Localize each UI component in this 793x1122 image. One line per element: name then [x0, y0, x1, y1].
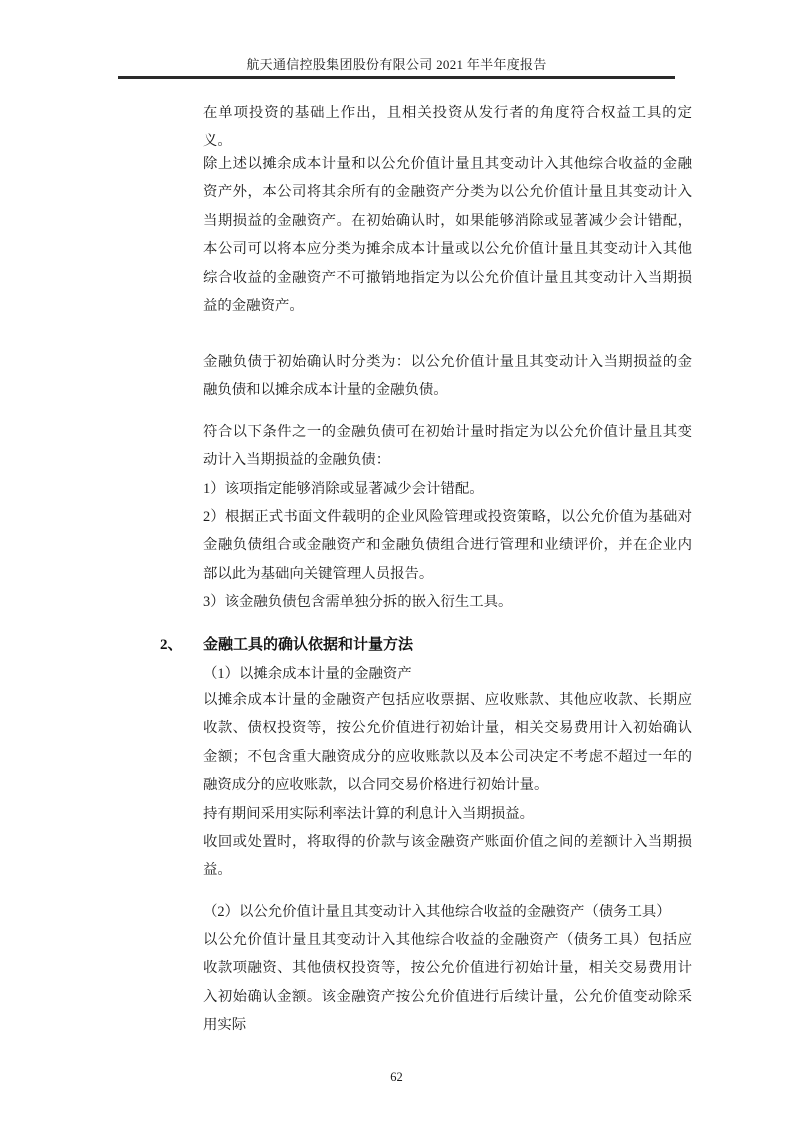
- condition-item-2: 2）根据正式书面文件载明的企业风险管理或投资策略，以公允价值为基础对金融负债组合或金融资产和金融负债组合进行管理和业绩评价，并在企业内部以此为基础向关键管理人员报告。: [203, 509, 692, 582]
- page-header-title: 航天通信控股集团股份有限公司 2021 年半年度报告: [246, 57, 547, 72]
- subsection-2-heading: （2）以公允价值计量且其变动计入其他综合收益的金融资产（债务工具）: [203, 904, 671, 920]
- section-heading-number: 2、: [160, 637, 183, 653]
- condition-item-3: 3）该金融负债包含需单独分拆的嵌入衍生工具。: [203, 594, 513, 610]
- paragraph-fvoci-debt-scope: 以公允价值计量且其变动计入其他综合收益的金融资产（债务工具）包括应收款项融资、其他债权投资等，按公允价值进行初始计量，相关交易费用计入初始确认金额。该金融资产按公允价值进行后续计量，公允价值变动除采用实际: [203, 932, 692, 1034]
- paragraph-interest-recognition: 持有期间采用实际利率法计算的利息计入当期损益。: [203, 806, 534, 822]
- paragraph-residual-fvtpl-classification: 除上述以摊余成本计量和以公允价值计量且其变动计入其他综合收益的金融资产外，本公司将其余所有的金融资产分类为以公允价值计量且其变动计入当期损益的金融资产。在初始确认时，如果能够消除或显著减少会计错配，本公司可以将本应分类为摊余成本计量或以公允价值计量且其变动计入其他综合收益的金融资产不可撤销地指定为以公允价值计量且其变动计入当期损益的金融资产。: [203, 156, 692, 315]
- paragraph-designation-conditions-intro: 符合以下条件之一的金融负债可在初始计量时指定为以公允价值计量且其变动计入当期损益的金融负债：: [203, 424, 692, 469]
- header-divider: [118, 76, 675, 79]
- subsection-1-heading: （1）以摊余成本计量的金融资产: [203, 666, 412, 682]
- page-number: 62: [390, 1070, 403, 1084]
- section-heading: [160, 631, 700, 659]
- paragraph-disposal-difference: 收回或处置时，将取得的价款与该金融资产账面价值之间的差额计入当期损益。: [203, 834, 692, 879]
- condition-item-1: 1）该项指定能够消除或显著减少会计错配。: [203, 481, 484, 497]
- paragraph-investment-basis: 在单项投资的基础上作出，且相关投资从发行者的角度符合权益工具的定义。: [203, 105, 692, 150]
- paragraph-liability-classification: 金融负债于初始确认时分类为：以公允价值计量且其变动计入当期损益的金融负债和以摊余成本计量的金融负债。: [203, 354, 692, 399]
- section-heading-title: 金融工具的确认依据和计量方法: [203, 637, 414, 653]
- paragraph-amortized-cost-scope: 以摊余成本计量的金融资产包括应收票据、应收账款、其他应收款、长期应收款、债权投资等，按公允价值进行初始计量，相关交易费用计入初始确认金额；不包含重大融资成分的应收账款以及本公司决定不考虑不超过一年的融资成分的应收账款，以合同交易价格进行初始计量。: [203, 692, 692, 794]
